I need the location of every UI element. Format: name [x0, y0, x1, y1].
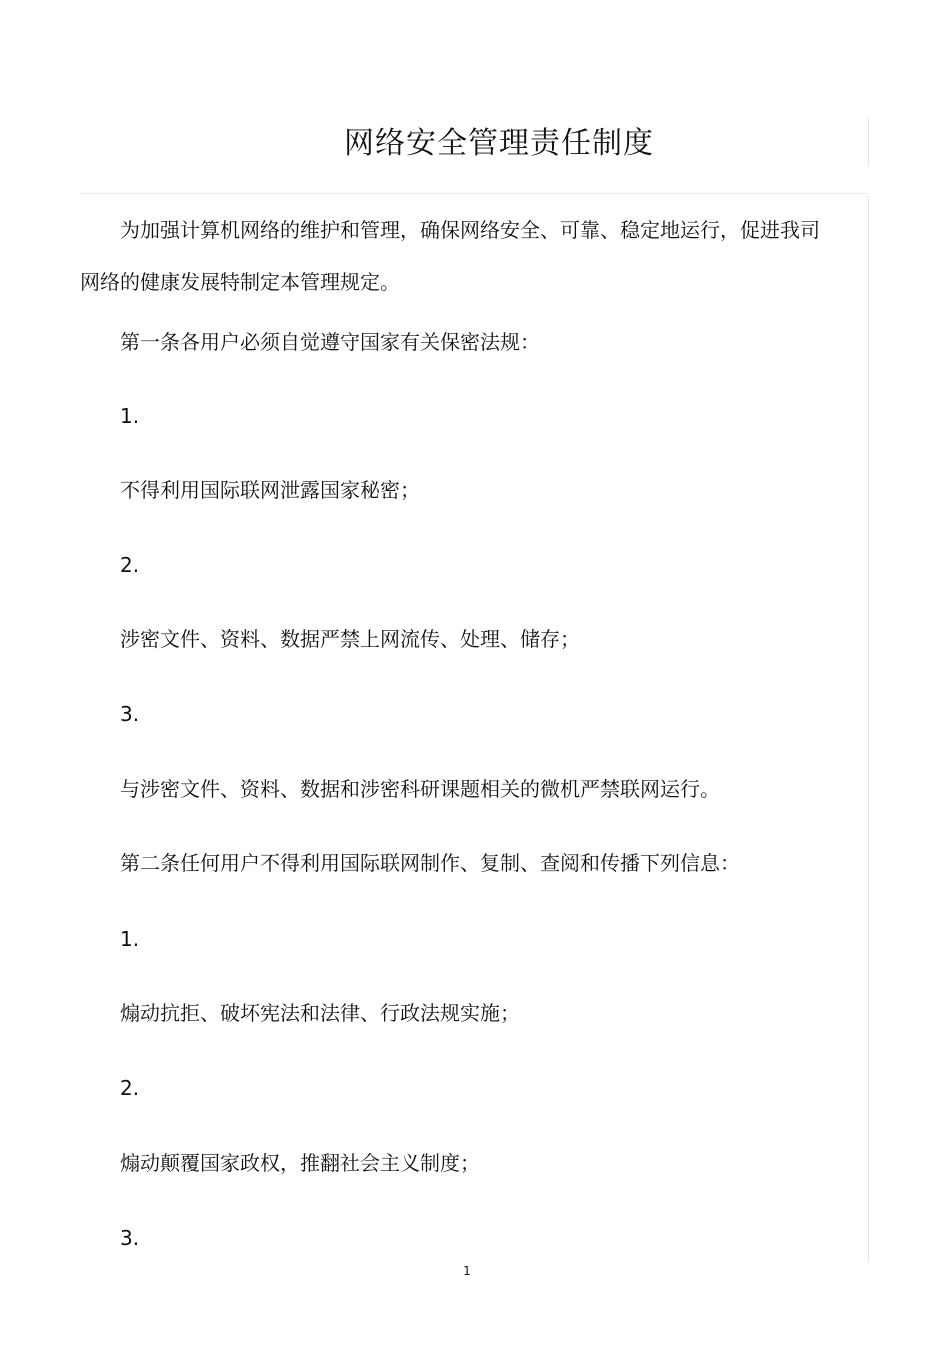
list-item-text: 与涉密文件、资料、数据和涉密科研课题相关的微机严禁联网运行。: [120, 777, 720, 801]
intro-paragraph: 为加强计算机网络的维护和管理，确保网络安全、可靠、稳定地运行，促进我司网络的健康发展特制定本管理规定。: [80, 218, 820, 294]
list-item-text: 涉密文件、资料、数据严禁上网流传、处理、储存；: [120, 627, 580, 651]
article-one-heading: 第一条各用户必须自觉遵守国家有关保密法规：: [120, 330, 540, 354]
list-number: 2.: [120, 553, 140, 577]
list-number: 1.: [120, 927, 140, 951]
article-two-heading: 第二条任何用户不得利用国际联网制作、复制、查阅和传播下列信息：: [120, 851, 740, 875]
list-number: 3.: [120, 702, 140, 726]
page-border-header-divider: [80, 193, 869, 194]
list-item-text: 不得利用国际联网泄露国家秘密；: [120, 478, 420, 502]
document-title: 网络安全管理责任制度: [344, 126, 654, 161]
list-item-text: 煽动颠覆国家政权，推翻社会主义制度；: [120, 1151, 480, 1175]
list-number: 3.: [120, 1226, 140, 1250]
list-number: 1.: [120, 404, 140, 428]
list-number: 2.: [120, 1076, 140, 1100]
page-border-right: [868, 196, 869, 1262]
page-number: 1: [463, 1264, 471, 1278]
list-item-text: 煽动抗拒、破坏宪法和法律、行政法规实施；: [120, 1001, 520, 1025]
